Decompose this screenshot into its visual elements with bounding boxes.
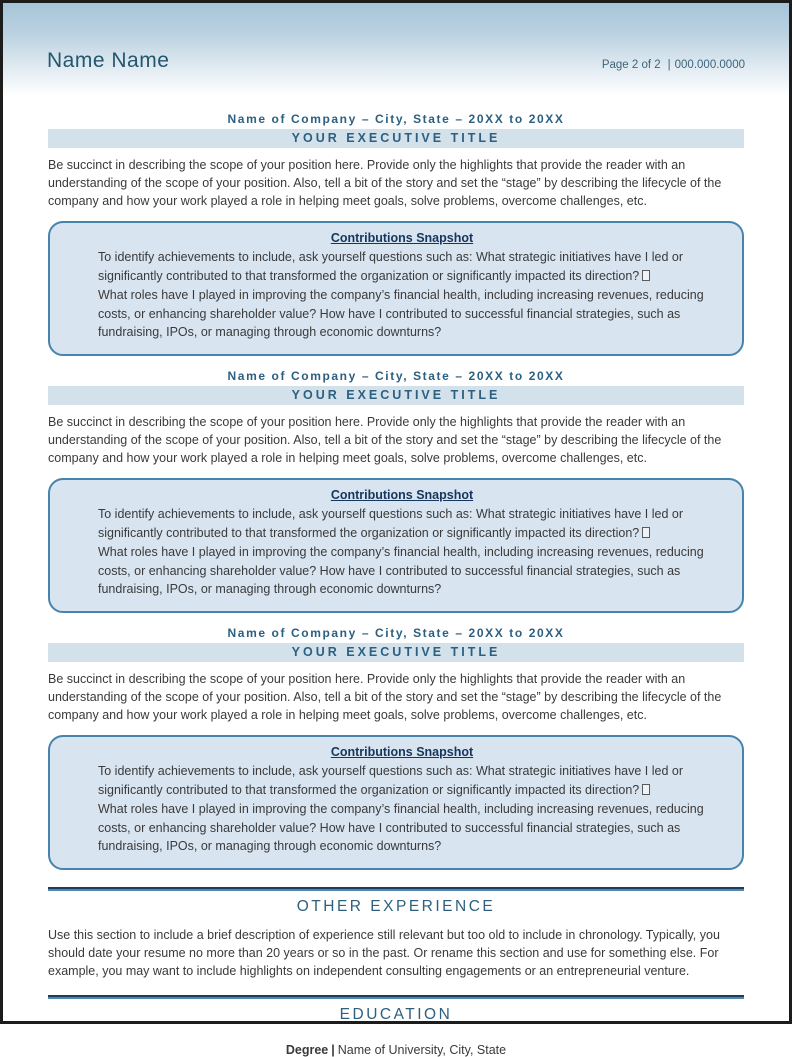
snapshot-text: [98, 505, 706, 599]
section-divider: [48, 995, 744, 999]
missing-glyph-icon: [642, 527, 650, 538]
snapshot-title: Contributions Snapshot: [330, 488, 474, 503]
education-heading: EDUCATION: [339, 1006, 453, 1024]
header-meta: [602, 59, 745, 73]
other-experience-paragraph: Use this section to include a brief description of experience still relevant but too old to include in chronology. Typically, you should date your resume no more than 20 years or so in the past. Or rename this section and use for something else. For example, you may want to include highlights on independent consulting engagements or an entrepreneurial venture.: [48, 928, 720, 979]
company-heading: Name of Company – City, State – 20XX to 20XX: [227, 626, 565, 640]
missing-glyph-icon: [642, 270, 650, 281]
snapshot-text-before: To identify achievements to include, ask yourself questions such as: What strategic initiatives have I led or significantly contributed to that transformed the organization or significantly impacted its direction?: [98, 507, 684, 540]
university-name: Name of University, City, State: [337, 1043, 507, 1057]
phone-number: 000.000.0000: [674, 59, 745, 71]
company-heading: Name of Company – City, State – 20XX to 20XX: [227, 369, 565, 383]
snapshot-text-after: What roles have I played in improving the company’s financial health, including increasing revenues, reducing costs, or enhancing shareholder value? How have I contributed to successful financial strategies, such as fundraising, IPOs, or managing through economic downturns?: [98, 801, 704, 854]
missing-glyph-icon: [642, 784, 650, 795]
experience-section: [48, 112, 744, 356]
experience-section: [48, 626, 744, 870]
snapshot-text-before: To identify achievements to include, ask yourself questions such as: What strategic initiatives have I led or significantly contributed to that transformed the organization or significantly impacted its direction?: [98, 250, 684, 283]
scope-paragraph: Be succinct in describing the scope of your position here. Provide only the highlights that provide the reader with an understanding of the scope of your position. Also, tell a bit of the story and set the “stage” by describing the lifecycle of the company and how your work played a role in helping meet goals, solve problems, overcome challenges, etc.: [48, 158, 722, 208]
header-separator: |: [667, 59, 671, 71]
degree-line: [48, 1043, 744, 1057]
snapshot-text: [98, 248, 706, 342]
candidate-name: Name Name: [47, 49, 170, 72]
page-number: Page 2 of 2: [601, 59, 661, 71]
contributions-snapshot-box: [48, 735, 744, 870]
page-header: [3, 3, 789, 99]
scope-paragraph: Be succinct in describing the scope of your position here. Provide only the highlights that provide the reader with an understanding of the scope of your position. Also, tell a bit of the story and set the “stage” by describing the lifecycle of the company and how your work played a role in helping meet goals, solve problems, overcome challenges, etc.: [48, 415, 722, 465]
degree-separator: |: [331, 1043, 335, 1057]
snapshot-title: Contributions Snapshot: [330, 745, 474, 760]
page-content: [3, 112, 789, 1057]
scope-paragraph: Be succinct in describing the scope of your position here. Provide only the highlights that provide the reader with an understanding of the scope of your position. Also, tell a bit of the story and set the “stage” by describing the lifecycle of the company and how your work played a role in helping meet goals, solve problems, overcome challenges, etc.: [48, 672, 722, 722]
executive-title-bar: YOUR EXECUTIVE TITLE: [48, 386, 744, 405]
degree-label: Degree: [285, 1043, 329, 1057]
contributions-snapshot-box: [48, 478, 744, 613]
snapshot-title: Contributions Snapshot: [330, 231, 474, 246]
snapshot-text: [98, 762, 706, 856]
snapshot-text-after: What roles have I played in improving the company’s financial health, including increasing revenues, reducing costs, or enhancing shareholder value? How have I contributed to successful financial strategies, such as fundraising, IPOs, or managing through economic downturns?: [98, 544, 704, 597]
company-heading: Name of Company – City, State – 20XX to 20XX: [227, 112, 565, 126]
contributions-snapshot-box: [48, 221, 744, 356]
snapshot-text-after: What roles have I played in improving the company’s financial health, including increasing revenues, reducing costs, or enhancing shareholder value? How have I contributed to successful financial strategies, such as fundraising, IPOs, or managing through economic downturns?: [98, 287, 704, 340]
section-divider: [48, 887, 744, 891]
executive-title-bar: YOUR EXECUTIVE TITLE: [48, 129, 744, 148]
executive-title-bar: YOUR EXECUTIVE TITLE: [48, 643, 744, 662]
experience-section: [48, 369, 744, 613]
snapshot-text-before: To identify achievements to include, ask yourself questions such as: What strategic initiatives have I led or significantly contributed to that transformed the organization or significantly impacted its direction?: [98, 764, 684, 797]
other-experience-heading: OTHER EXPERIENCE: [296, 898, 496, 915]
